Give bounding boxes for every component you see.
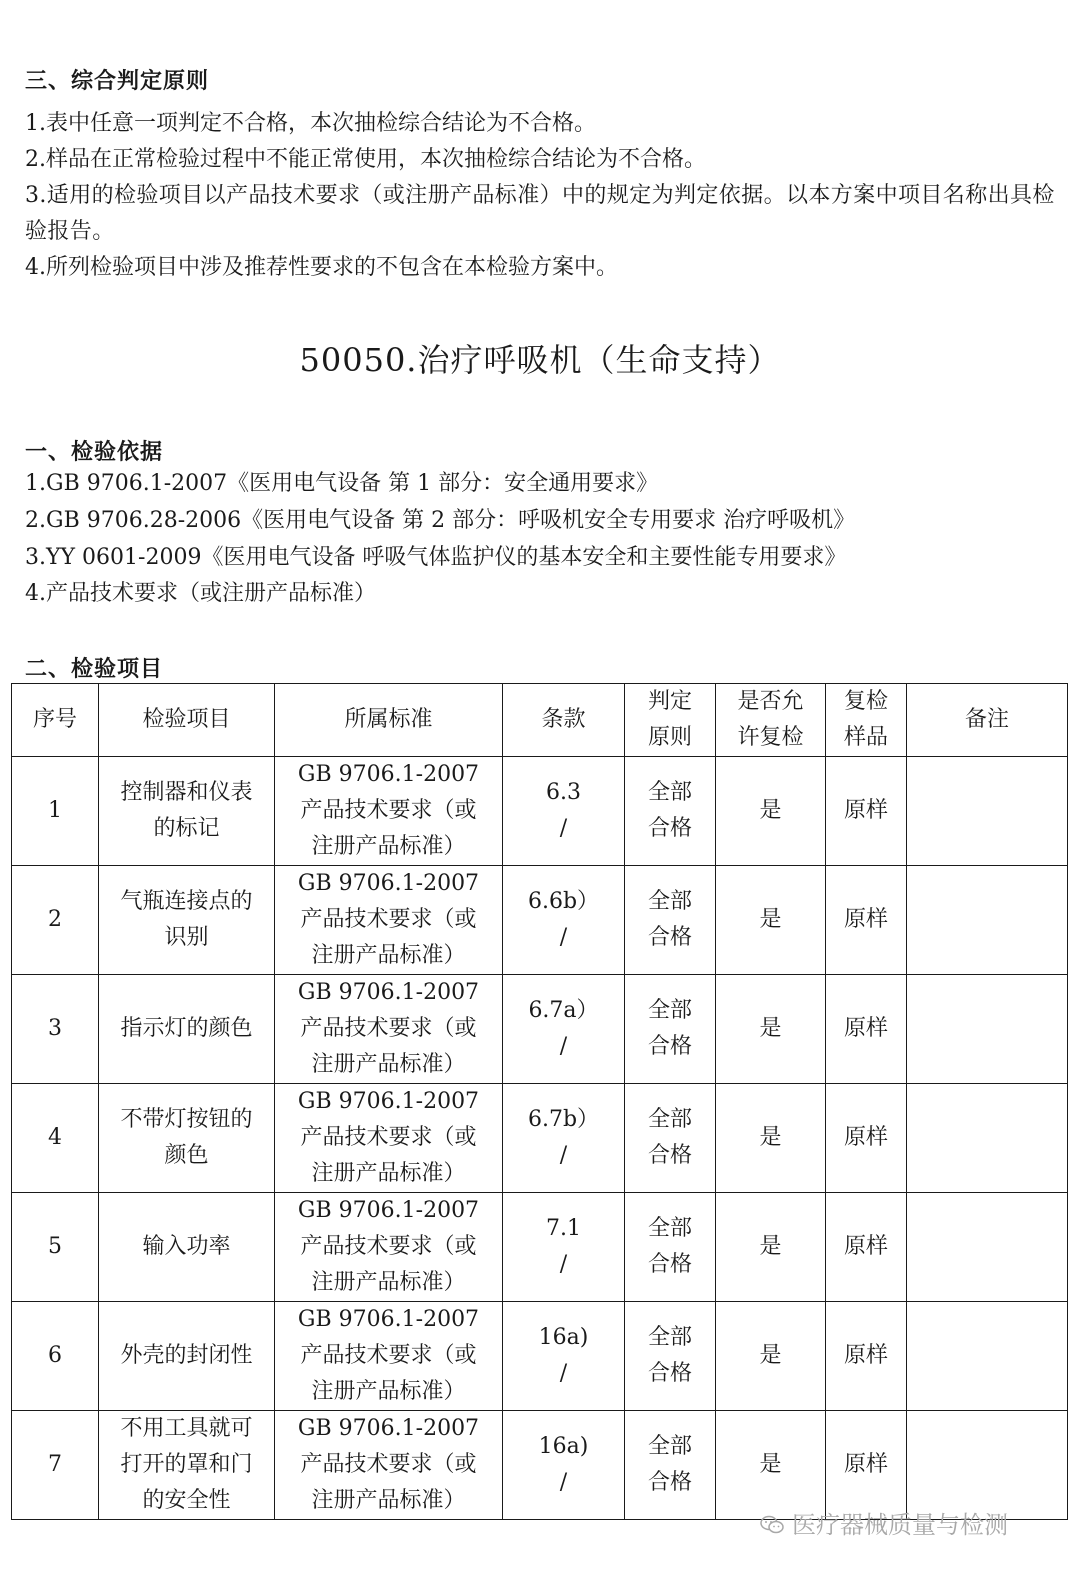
- cell-remark: [907, 1302, 1068, 1411]
- cell-sample: 原样: [826, 1302, 907, 1411]
- cell-recheck: 是: [716, 1411, 826, 1520]
- cell-sample: 原样: [826, 1193, 907, 1302]
- table-row: [12, 1193, 1068, 1302]
- cell-sample: 原样: [826, 975, 907, 1084]
- cell-no: 1: [12, 757, 99, 866]
- cell-no: 4: [12, 1084, 99, 1193]
- cell-no: 7: [12, 1411, 99, 1520]
- cell-judge: 全部 合格: [625, 975, 716, 1084]
- cell-sample: 原样: [826, 1411, 907, 1520]
- cell-clause: 6.7b） /: [503, 1084, 625, 1193]
- cell-standard: GB 9706.1-2007 产品技术要求（或 注册产品标准）: [275, 1193, 503, 1302]
- cell-item: 输入功率: [99, 1193, 275, 1302]
- col-header-remark: 备注: [907, 684, 1068, 757]
- cell-judge: 全部 合格: [625, 757, 716, 866]
- cell-judge: 全部 合格: [625, 1302, 716, 1411]
- cell-item: 不带灯按钮的 颜色: [99, 1084, 275, 1193]
- cell-remark: [907, 757, 1068, 866]
- col-header-judge: 判定 原则: [625, 684, 716, 757]
- cell-recheck: 是: [716, 975, 826, 1084]
- principle-item: 4.所列检验项目中涉及推荐性要求的不包含在本检验方案中。: [25, 255, 618, 280]
- principle-item: 1.表中任意一项判定不合格，本次抽检综合结论为不合格。: [25, 111, 596, 136]
- watermark: [760, 1505, 1008, 1540]
- table-row: [12, 1302, 1068, 1411]
- cell-no: 3: [12, 975, 99, 1084]
- cell-remark: [907, 1193, 1068, 1302]
- inspection-heading: 二、检验项目: [25, 657, 164, 682]
- cell-item: 气瓶连接点的 识别: [99, 866, 275, 975]
- basis-item: 4.产品技术要求（或注册产品标准）: [25, 581, 376, 606]
- table-header-row: [12, 684, 1068, 757]
- cell-remark: [907, 866, 1068, 975]
- col-header-standard: 所属标准: [275, 684, 503, 757]
- cell-recheck: 是: [716, 1193, 826, 1302]
- cell-judge: 全部 合格: [625, 1411, 716, 1520]
- principle-item: 2.样品在正常检验过程中不能正常使用，本次抽检综合结论为不合格。: [25, 147, 706, 172]
- basis-item: 2.GB 9706.28-2006《医用电气设备 第 2 部分：呼吸机安全专用要求 治疗呼吸机》: [25, 508, 856, 533]
- wechat-icon: [760, 1515, 784, 1535]
- col-header-item: 检验项目: [99, 684, 275, 757]
- col-header-sample: 复检 样品: [826, 684, 907, 757]
- col-header-clause: 条款: [503, 684, 625, 757]
- page-title: 50050.治疗呼吸机（生命支持）: [299, 341, 781, 379]
- cell-no: 2: [12, 866, 99, 975]
- table-row: [12, 757, 1068, 866]
- cell-recheck: 是: [716, 757, 826, 866]
- cell-clause: 6.3 /: [503, 757, 625, 866]
- basis-item: 1.GB 9706.1-2007《医用电气设备 第 1 部分：安全通用要求》: [25, 471, 659, 496]
- cell-sample: 原样: [826, 1084, 907, 1193]
- cell-remark: [907, 1411, 1068, 1520]
- cell-recheck: 是: [716, 1084, 826, 1193]
- cell-recheck: 是: [716, 866, 826, 975]
- inspection-table: [11, 683, 1068, 1520]
- col-header-recheck: 是否允 许复检: [716, 684, 826, 757]
- table-row: [12, 1084, 1068, 1193]
- cell-remark: [907, 975, 1068, 1084]
- cell-remark: [907, 1084, 1068, 1193]
- cell-standard: GB 9706.1-2007 产品技术要求（或 注册产品标准）: [275, 1302, 503, 1411]
- basis-heading: 一、检验依据: [25, 440, 164, 465]
- cell-clause: 16a) /: [503, 1302, 625, 1411]
- cell-item: 外壳的封闭性: [99, 1302, 275, 1411]
- cell-standard: GB 9706.1-2007 产品技术要求（或 注册产品标准）: [275, 1411, 503, 1520]
- cell-clause: 6.6b） /: [503, 866, 625, 975]
- cell-item: 不用工具就可 打开的罩和门 的安全性: [99, 1411, 275, 1520]
- cell-sample: 原样: [826, 757, 907, 866]
- principles-heading: 三、综合判定原则: [25, 69, 210, 94]
- cell-clause: 16a) /: [503, 1411, 625, 1520]
- cell-judge: 全部 合格: [625, 1193, 716, 1302]
- col-header-no: 序号: [12, 684, 99, 757]
- cell-judge: 全部 合格: [625, 866, 716, 975]
- cell-standard: GB 9706.1-2007 产品技术要求（或 注册产品标准）: [275, 866, 503, 975]
- cell-item: 指示灯的颜色: [99, 975, 275, 1084]
- cell-judge: 全部 合格: [625, 1084, 716, 1193]
- cell-clause: 7.1 /: [503, 1193, 625, 1302]
- table-row: [12, 975, 1068, 1084]
- watermark-text: 医疗器械质量与检测: [792, 1511, 1008, 1539]
- basis-item: 3.YY 0601-2009《医用电气设备 呼吸气体监护仪的基本安全和主要性能专用要求》: [25, 545, 847, 570]
- cell-standard: GB 9706.1-2007 产品技术要求（或 注册产品标准）: [275, 975, 503, 1084]
- cell-no: 6: [12, 1302, 99, 1411]
- cell-no: 5: [12, 1193, 99, 1302]
- cell-item: 控制器和仪表 的标记: [99, 757, 275, 866]
- cell-standard: GB 9706.1-2007 产品技术要求（或 注册产品标准）: [275, 757, 503, 866]
- cell-standard: GB 9706.1-2007 产品技术要求（或 注册产品标准）: [275, 1084, 503, 1193]
- cell-clause: 6.7a） /: [503, 975, 625, 1084]
- table-row: [12, 1411, 1068, 1520]
- table-row: [12, 866, 1068, 975]
- cell-recheck: 是: [716, 1302, 826, 1411]
- cell-sample: 原样: [826, 866, 907, 975]
- principle-item: 3.适用的检验项目以产品技术要求（或注册产品标准）中的规定为判定依据。以本方案中项目名称出具检验报告。: [25, 183, 1055, 244]
